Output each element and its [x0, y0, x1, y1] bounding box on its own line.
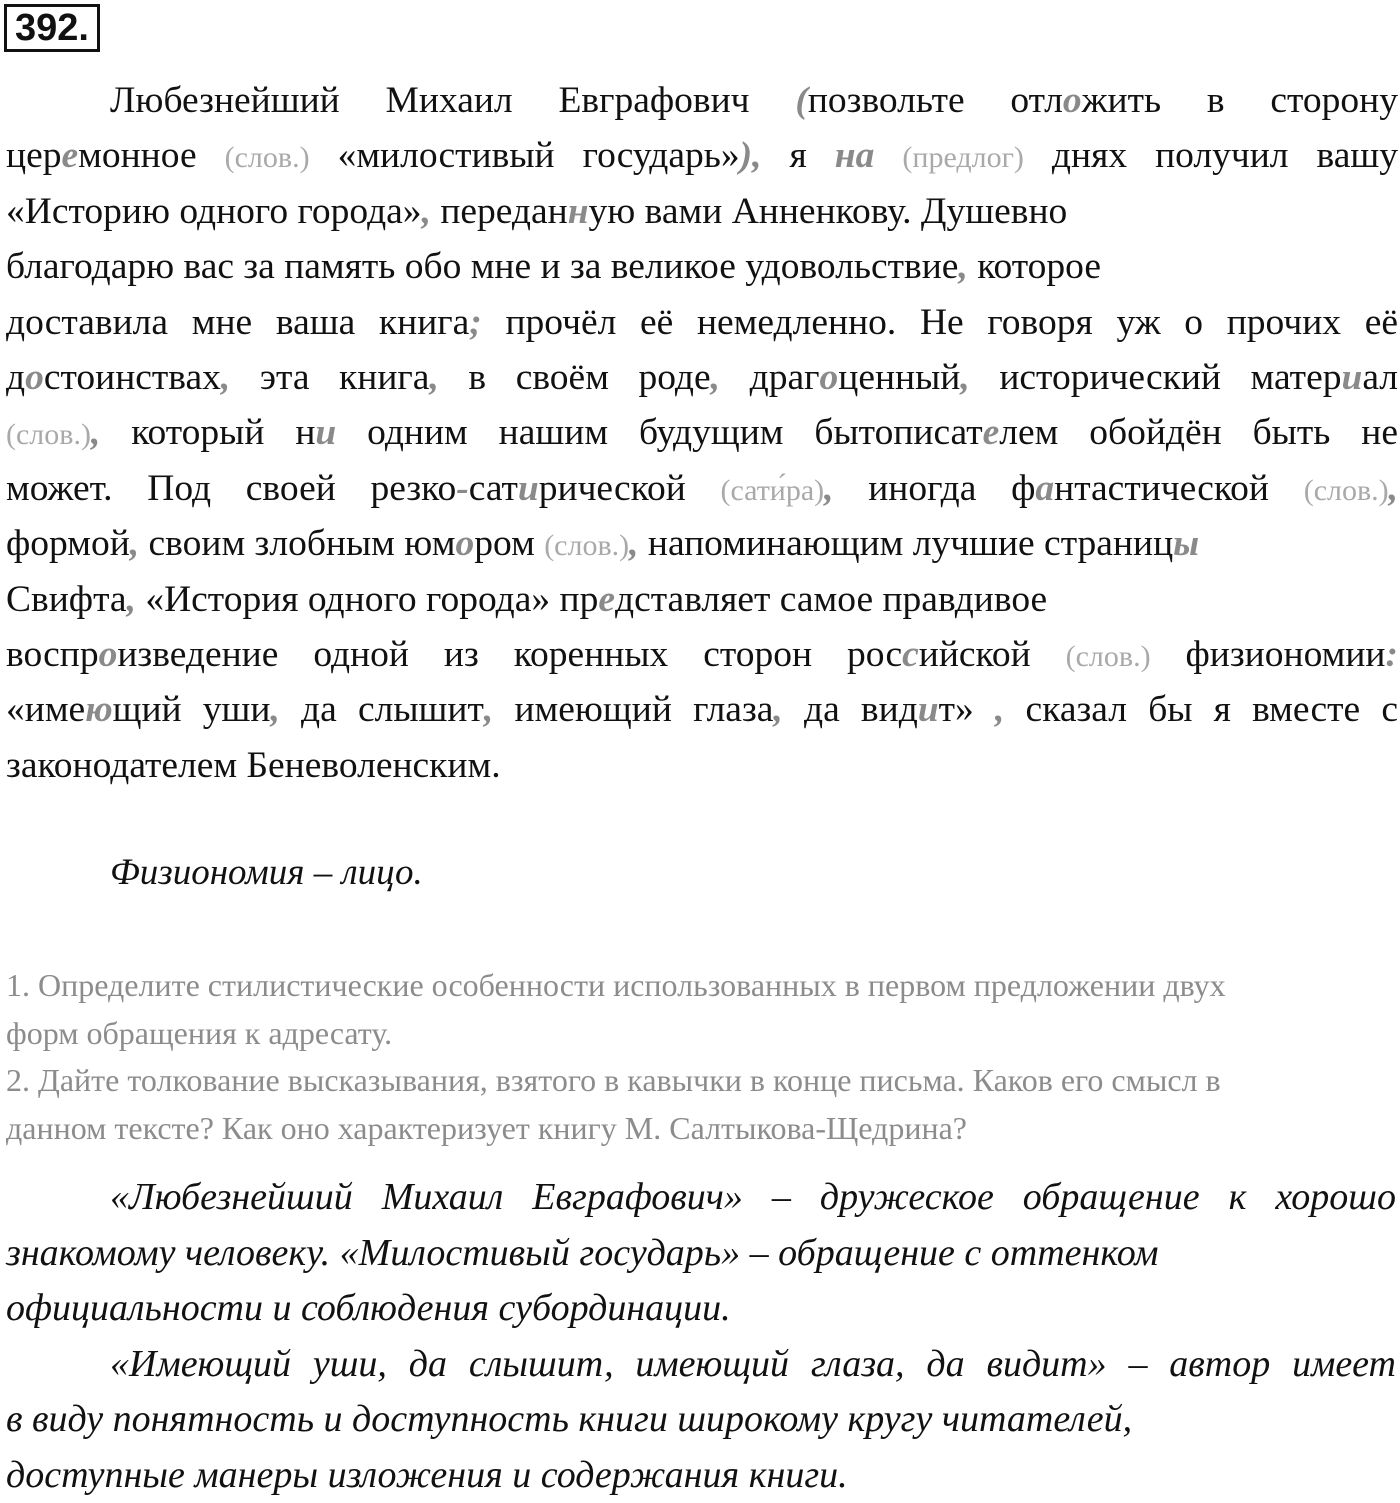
- question-line: форм обращения к адресату.: [6, 1010, 1378, 1058]
- definition: Физиономия – лицо.: [110, 851, 423, 894]
- letter-line: церемонное (слов.) «милостивый государь»), я на (предлог) днях получил вашу: [6, 128, 1398, 183]
- letter-line: достоинствах, эта книга, в своём роде, драгоценный, исторический материал: [6, 350, 1398, 405]
- letter-line: формой, своим злобным юмором (слов.), напоминающим лучшие страницы: [6, 516, 1398, 571]
- letter-line: «Историю одного города», переданную вами Анненкову. Душевно: [6, 184, 1398, 239]
- letter-text: [6, 73, 1398, 793]
- question-line: данном тексте? Как оно характеризует книгу М. Салтыкова-Щедрина?: [6, 1105, 1378, 1153]
- letter-line: может. Под своей резко-сатирической (сати́ра), иногда фантастической (слов.),: [6, 461, 1398, 516]
- letter-line: благодарю вас за память обо мне и за великое удовольствие, которое: [6, 239, 1398, 294]
- answer-line: знакомому человеку. «Милостивый государь» – обращение с оттенком: [6, 1226, 1396, 1282]
- answer-line: официальности и соблюдения субординации.: [6, 1281, 1396, 1337]
- letter-line: законодателем Беневоленским.: [6, 738, 1398, 793]
- letter-line: Любезнейший Михаил Евграфович (позвольте отложить в сторону: [6, 73, 1398, 128]
- letter-line: (слов.), который ни одним нашим будущим бытописателем обойдён быть не: [6, 405, 1398, 460]
- exercise-number: 392.: [4, 4, 100, 52]
- question-line: 1. Определите стилистические особенности использованных в первом предложении двух: [6, 962, 1378, 1010]
- answer-line: «Любезнейший Михаил Евграфович» – дружеское обращение к хорошо: [6, 1170, 1396, 1226]
- answer-line: в виду понятность и доступность книги широкому кругу читателей,: [6, 1392, 1396, 1448]
- answer: [6, 1170, 1396, 1503]
- questions: [6, 962, 1378, 1152]
- letter-line: «имеющий уши, да слышит, имеющий глаза, да видит» , сказал бы я вместе с: [6, 682, 1398, 737]
- letter-line: доставила мне ваша книга; прочёл её немедленно. Не говоря уж о прочих её: [6, 295, 1398, 350]
- answer-line: доступные манеры изложения и содержания книги.: [6, 1448, 1396, 1503]
- letter-line: Свифта, «История одного города» представляет самое правдивое: [6, 572, 1398, 627]
- question-line: 2. Дайте толкование высказывания, взятого в кавычки в конце письма. Каков его смысл в: [6, 1057, 1378, 1105]
- letter-line: воспроизведение одной из коренных сторон российской (слов.) физиономии:: [6, 627, 1398, 682]
- answer-line: «Имеющий уши, да слышит, имеющий глаза, да видит» – автор имеет: [6, 1337, 1396, 1393]
